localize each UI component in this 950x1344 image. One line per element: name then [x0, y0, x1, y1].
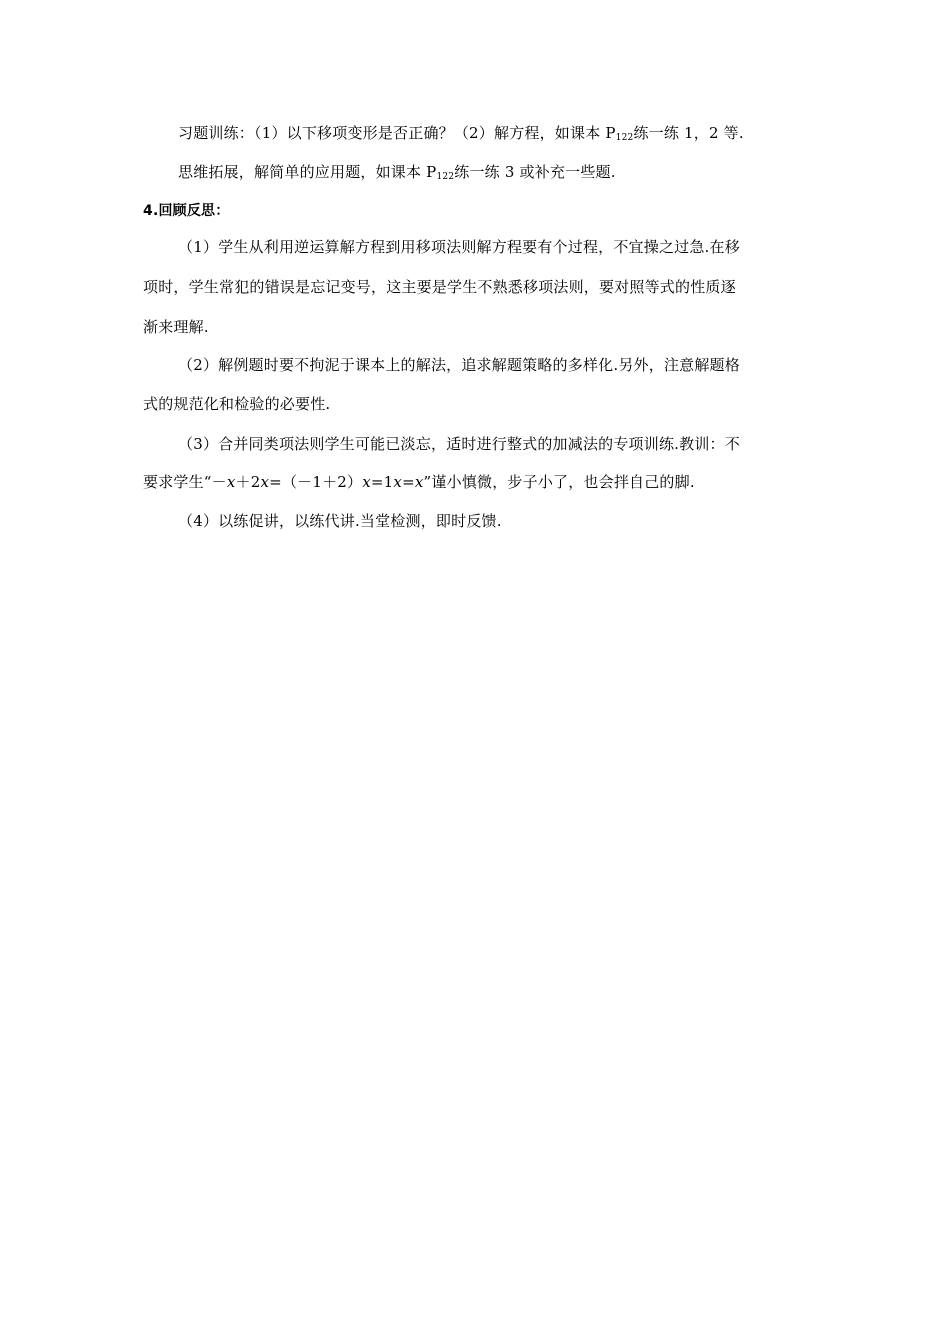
- practice-text-end: 练一练 1，2 等.: [633, 124, 744, 142]
- reflection-1-line-2: 项时，学生常犯的错误是忘记变号，这主要是学生不熟悉移项法则，要对照等式的性质逐: [143, 278, 736, 296]
- equation-part: =1: [370, 473, 394, 491]
- equation-part: =（－1＋2）: [269, 473, 363, 491]
- variable-x: x: [393, 473, 403, 491]
- equation-part: ＋2: [235, 473, 261, 491]
- extension-text: 思维拓展，解简单的应用题，如课本 P: [178, 163, 437, 181]
- section-heading: 4.回顾反思：: [143, 203, 230, 219]
- equation-suffix: ”谨小慎微，步子小了，也会拌自己的脚.: [423, 473, 695, 491]
- variable-x: x: [260, 473, 270, 491]
- equation-prefix: 要求学生“－: [143, 473, 227, 491]
- reflection-1-line-1: （1）学生从利用逆运算解方程到用移项法则解方程要有个过程，不宜操之过急.在移: [178, 238, 740, 256]
- page-subscript: 122: [615, 133, 634, 143]
- extension-line: [143, 161, 842, 182]
- variable-x: x: [226, 473, 236, 491]
- reflection-3-line-2: [143, 471, 807, 492]
- equation-part: =: [402, 473, 415, 491]
- practice-text: 习题训练：（1）以下移项变形是否正确？（2）解方程，如课本 P: [178, 124, 616, 142]
- variable-x: x: [414, 473, 424, 491]
- reflection-4-line-1: （4）以练促讲，以练代讲.当堂检测，即时反馈.: [178, 512, 502, 530]
- reflection-3-line-1: （3）合并同类项法则学生可能已淡忘，适时进行整式的加减法的专项训练.教训：不: [178, 435, 740, 453]
- variable-x: x: [362, 473, 371, 491]
- reflection-2-line-1: （2）解例题时要不拘泥于课本上的解法，追求解题策略的多样化.另外，注意解题格: [178, 356, 740, 374]
- extension-text-end: 练一练 3 或补充一些题.: [454, 163, 616, 181]
- practice-line: [143, 122, 842, 143]
- reflection-1-line-3: 渐来理解.: [143, 318, 209, 336]
- reflection-2-line-2: 式的规范化和检验的必要性.: [143, 395, 331, 413]
- page-subscript: 122: [436, 172, 455, 182]
